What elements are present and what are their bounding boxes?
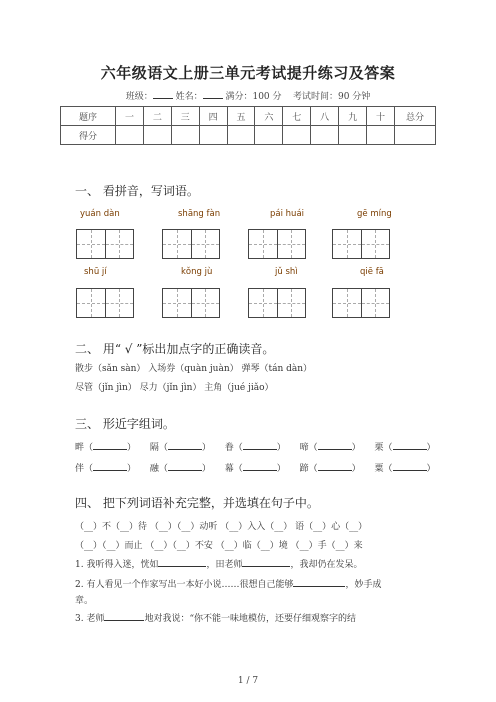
word-row: 伴（ ） 融（ ） 幕（ ） 蹄（ ） 粟（ ） — [75, 461, 447, 474]
question-3 — [75, 611, 356, 624]
answer-blank[interactable] — [293, 577, 345, 587]
form-char: 栗 — [374, 443, 384, 453]
name-label: 姓名： — [175, 92, 203, 102]
answer-blank[interactable] — [93, 461, 127, 471]
question-1 — [75, 557, 362, 570]
reading-line: 尽管（jǐn jìn） 尽力（jǐn jìn） 主角（jué jiǎo） — [75, 383, 274, 393]
writing-grid[interactable] — [162, 229, 220, 259]
section4-heading: 四、 把下列词语补充完整，并选填在句子中。 — [75, 496, 319, 510]
score-header-cell: 二 — [143, 107, 171, 126]
pinyin-label: qiē fā — [360, 267, 384, 277]
score-value-row — [61, 126, 436, 145]
score-header-cell: 三 — [171, 107, 199, 126]
score-header-cell: 四 — [199, 107, 227, 126]
answer-blank[interactable] — [104, 611, 144, 621]
pinyin-label: gē míng — [357, 209, 392, 219]
form-char: 伴 — [75, 464, 85, 474]
form-char: 啼 — [299, 443, 309, 453]
pinyin-label: shāng fàn — [178, 209, 221, 219]
answer-blank[interactable] — [318, 440, 352, 450]
question-text: 3. 老师 — [75, 614, 105, 624]
score-cell[interactable] — [143, 126, 171, 145]
score-cell[interactable] — [116, 126, 144, 145]
answer-blank[interactable] — [243, 440, 277, 450]
score-cell[interactable] — [227, 126, 255, 145]
exam-info — [0, 89, 496, 102]
name-blank[interactable] — [203, 90, 223, 99]
answer-blank[interactable] — [93, 440, 127, 450]
writing-grid[interactable] — [162, 288, 220, 318]
question-2-cont: 章。 — [75, 596, 94, 606]
idiom-line: （__）（__）而止 （__）（__）不安 （__）临（__）境 （__）手（__）来 — [75, 541, 363, 551]
writing-grid[interactable] — [76, 288, 134, 318]
answer-blank[interactable] — [168, 440, 202, 450]
word-row: 畔（ ） 隔（ ） 眷（ ） 啼（ ） 栗（ ） — [75, 440, 447, 453]
score-cell[interactable] — [255, 126, 283, 145]
writing-grid[interactable] — [76, 229, 134, 259]
pinyin-label: jǔ shì — [275, 267, 298, 277]
time-label: 考试时间：90 分钟 — [292, 92, 371, 102]
score-header-cell: 七 — [283, 107, 311, 126]
page-title: 六年级语文上册三单元考试提升练习及答案 — [100, 64, 396, 82]
score-row-label: 得分 — [61, 126, 116, 145]
answer-blank[interactable] — [168, 461, 202, 471]
pinyin-label: kǒng jù — [181, 267, 213, 277]
question-text: 地对我说：“你不能一味地模仿，还要仔细观察字的结 — [144, 614, 357, 624]
page-number: 1 / 7 — [237, 676, 259, 686]
score-label: 满分：100 分 — [225, 92, 282, 102]
answer-blank[interactable] — [393, 461, 427, 471]
score-cell[interactable] — [367, 126, 395, 145]
score-cell[interactable] — [199, 126, 227, 145]
question-text: ，妙手成 — [345, 580, 382, 590]
form-char: 幕 — [224, 464, 234, 474]
score-table — [60, 106, 436, 145]
reading-line: 散步（sǎn sàn） 入场券（quàn juàn） 弹琴（tán dàn） — [75, 364, 313, 374]
form-char: 粟 — [374, 464, 384, 474]
form-char: 畔 — [75, 443, 85, 453]
form-char: 隔 — [149, 443, 159, 453]
writing-grid[interactable] — [248, 288, 306, 318]
question-text: 1. 我听得入迷，恍如 — [75, 560, 159, 570]
answer-blank[interactable] — [243, 461, 277, 471]
idiom-line: （__）不（__）待 （__）（__）动听 （__）入入（__） 语（__）心（__） — [75, 522, 368, 532]
score-header-cell: 九 — [339, 107, 367, 126]
section2-heading: 二、 用“ √ ”标出加点字的正确读音。 — [75, 342, 275, 356]
class-label: 班级： — [125, 92, 153, 102]
score-header-cell: 五 — [227, 107, 255, 126]
section3-heading: 三、 形近字组词。 — [75, 417, 175, 431]
writing-grid[interactable] — [248, 229, 306, 259]
pinyin-label: pái huái — [270, 209, 305, 219]
score-header-cell: 六 — [255, 107, 283, 126]
answer-blank[interactable] — [158, 557, 206, 567]
form-char: 融 — [149, 464, 159, 474]
question-text: 2. 有人看见一个作家写出一本好小说……很想自己能够 — [75, 580, 294, 590]
score-cell[interactable] — [311, 126, 339, 145]
answer-blank[interactable] — [393, 440, 427, 450]
writing-grid[interactable] — [332, 229, 390, 259]
section1-heading: 一、 看拼音，写词语。 — [75, 184, 199, 198]
score-cell[interactable] — [339, 126, 367, 145]
question-text: ，田老师 — [206, 560, 243, 570]
pinyin-label: shū jí — [84, 267, 107, 277]
question-text: ，我却仍在发呆。 — [290, 560, 363, 570]
pinyin-label: yuán dàn — [80, 209, 120, 219]
class-blank[interactable] — [153, 90, 173, 99]
answer-blank[interactable] — [242, 557, 290, 567]
score-cell[interactable] — [395, 126, 436, 145]
question-2 — [75, 577, 381, 590]
score-header-cell: 一 — [116, 107, 144, 126]
form-char: 眷 — [224, 443, 234, 453]
score-header-cell: 总分 — [395, 107, 436, 126]
score-header-cell: 十 — [367, 107, 395, 126]
writing-grid[interactable] — [332, 288, 390, 318]
score-cell[interactable] — [283, 126, 311, 145]
score-header-cell: 题序 — [61, 107, 116, 126]
answer-blank[interactable] — [318, 461, 352, 471]
form-char: 蹄 — [299, 464, 309, 474]
score-cell[interactable] — [171, 126, 199, 145]
score-header-cell: 八 — [311, 107, 339, 126]
score-header-row — [61, 107, 436, 126]
